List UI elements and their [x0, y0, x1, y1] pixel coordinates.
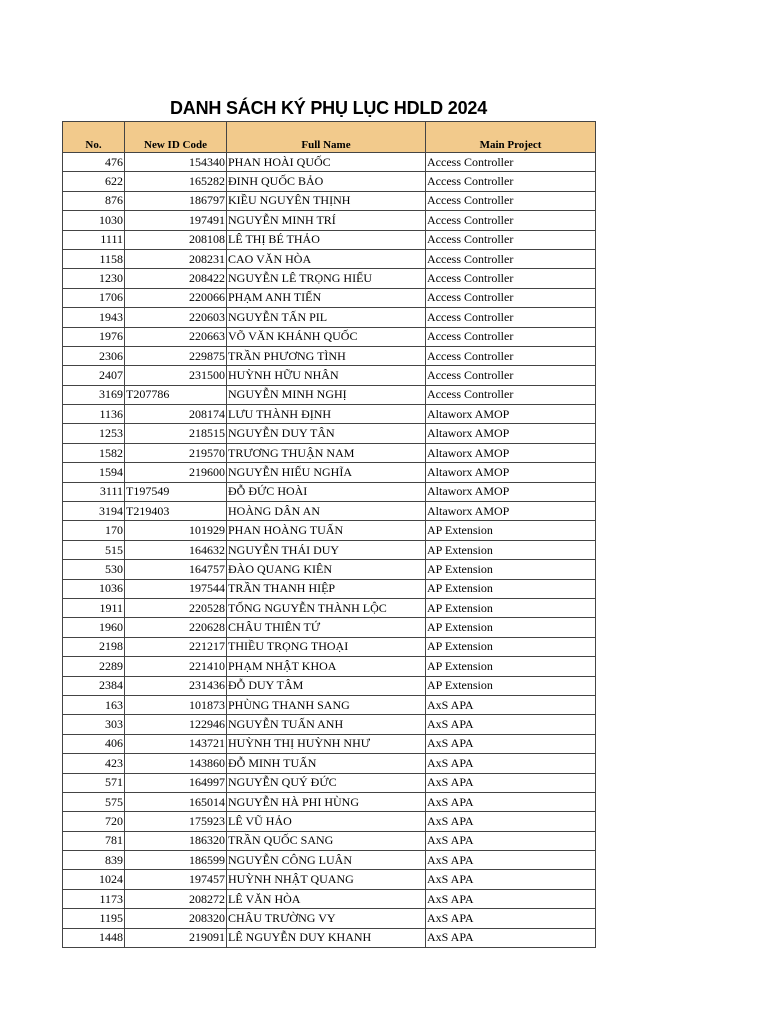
cell-new-id-code[interactable]: 208422: [125, 269, 227, 288]
cell-full-name[interactable]: TRƯƠNG THUẬN NAM: [227, 443, 426, 462]
cell-new-id-code[interactable]: T219403: [125, 502, 227, 521]
table-row: [63, 327, 596, 346]
cell-no[interactable]: 2384: [63, 676, 125, 695]
cell-no[interactable]: 2198: [63, 637, 125, 656]
cell-main-project[interactable]: AxS APA: [426, 909, 596, 928]
cell-full-name[interactable]: NGUYỄN THÁI DUY: [227, 540, 426, 559]
cell-new-id-code[interactable]: 101929: [125, 521, 227, 540]
cell-main-project[interactable]: AxS APA: [426, 734, 596, 753]
table-row: [63, 482, 596, 501]
cell-main-project[interactable]: AxS APA: [426, 754, 596, 773]
cell-full-name[interactable]: TRẦN THANH HIỆP: [227, 579, 426, 598]
table-row: [63, 695, 596, 714]
cell-full-name[interactable]: NGUYỄN HÀ PHI HÙNG: [227, 792, 426, 811]
cell-full-name[interactable]: ĐỖ ĐỨC HOÀI: [227, 482, 426, 501]
cell-main-project[interactable]: AxS APA: [426, 715, 596, 734]
cell-full-name[interactable]: PHAN HOÀI QUỐC: [227, 153, 426, 172]
cell-full-name[interactable]: ĐỖ MINH TUẤN: [227, 754, 426, 773]
cell-main-project[interactable]: Altaworx AMOP: [426, 502, 596, 521]
cell-new-id-code[interactable]: 231436: [125, 676, 227, 695]
table-row: [63, 249, 596, 268]
cell-main-project[interactable]: AxS APA: [426, 870, 596, 889]
cell-no[interactable]: 1173: [63, 889, 125, 908]
cell-no[interactable]: 839: [63, 851, 125, 870]
cell-main-project[interactable]: AP Extension: [426, 521, 596, 540]
cell-new-id-code[interactable]: 221410: [125, 657, 227, 676]
table-body: [63, 153, 596, 948]
cell-no[interactable]: 1960: [63, 618, 125, 637]
cell-full-name[interactable]: NGUYỄN TẤN PIL: [227, 308, 426, 327]
column-header-new-id-code[interactable]: New ID Code: [125, 122, 227, 153]
table-row: [63, 366, 596, 385]
table-row: [63, 657, 596, 676]
cell-main-project[interactable]: Access Controller: [426, 288, 596, 307]
cell-main-project[interactable]: AP Extension: [426, 560, 596, 579]
cell-main-project[interactable]: Access Controller: [426, 346, 596, 365]
cell-main-project[interactable]: Access Controller: [426, 249, 596, 268]
cell-new-id-code[interactable]: 208272: [125, 889, 227, 908]
cell-main-project[interactable]: AxS APA: [426, 831, 596, 850]
cell-new-id-code[interactable]: 220528: [125, 598, 227, 617]
cell-full-name[interactable]: PHẠM ANH TIẾN: [227, 288, 426, 307]
cell-no[interactable]: 1036: [63, 579, 125, 598]
table-row: [63, 637, 596, 656]
table-row: [63, 928, 596, 947]
employee-table: [62, 121, 596, 948]
cell-main-project[interactable]: AxS APA: [426, 851, 596, 870]
cell-main-project[interactable]: AP Extension: [426, 598, 596, 617]
table-row: [63, 812, 596, 831]
cell-main-project[interactable]: Altaworx AMOP: [426, 443, 596, 462]
cell-main-project[interactable]: AP Extension: [426, 676, 596, 695]
cell-new-id-code[interactable]: 208108: [125, 230, 227, 249]
cell-full-name[interactable]: HOÀNG DÂN AN: [227, 502, 426, 521]
cell-full-name[interactable]: LÊ VĂN HÒA: [227, 889, 426, 908]
cell-no[interactable]: 303: [63, 715, 125, 734]
cell-full-name[interactable]: NGUYỄN LÊ TRỌNG HIẾU: [227, 269, 426, 288]
cell-no[interactable]: 3111: [63, 482, 125, 501]
cell-no[interactable]: 163: [63, 695, 125, 714]
table-row: [63, 443, 596, 462]
cell-full-name[interactable]: LƯU THÀNH ĐỊNH: [227, 405, 426, 424]
cell-full-name[interactable]: CHÂU TRƯỜNG VY: [227, 909, 426, 928]
table-row: [63, 598, 596, 617]
cell-new-id-code[interactable]: 229875: [125, 346, 227, 365]
cell-full-name[interactable]: TRẦN QUỐC SANG: [227, 831, 426, 850]
cell-no[interactable]: 423: [63, 754, 125, 773]
cell-main-project[interactable]: Access Controller: [426, 308, 596, 327]
table-row: [63, 909, 596, 928]
column-header-full-name[interactable]: Full Name: [227, 122, 426, 153]
cell-main-project[interactable]: Access Controller: [426, 172, 596, 191]
cell-new-id-code[interactable]: 186320: [125, 831, 227, 850]
cell-new-id-code[interactable]: 143860: [125, 754, 227, 773]
cell-no[interactable]: 1594: [63, 463, 125, 482]
cell-new-id-code[interactable]: 219570: [125, 443, 227, 462]
cell-new-id-code[interactable]: 154340: [125, 153, 227, 172]
cell-full-name[interactable]: ĐỖ DUY TÂM: [227, 676, 426, 695]
cell-new-id-code[interactable]: 208231: [125, 249, 227, 268]
cell-full-name[interactable]: VÕ VĂN KHÁNH QUỐC: [227, 327, 426, 346]
cell-no[interactable]: 1706: [63, 288, 125, 307]
cell-new-id-code[interactable]: 220066: [125, 288, 227, 307]
cell-new-id-code[interactable]: 165282: [125, 172, 227, 191]
column-header-main-project[interactable]: Main Project: [426, 122, 596, 153]
table-row: [63, 560, 596, 579]
cell-no[interactable]: 1158: [63, 249, 125, 268]
table-row: [63, 851, 596, 870]
cell-full-name[interactable]: HUỲNH NHẬT QUANG: [227, 870, 426, 889]
cell-full-name[interactable]: NGUYỄN QUÝ ĐỨC: [227, 773, 426, 792]
cell-full-name[interactable]: NGUYỄN HIẾU NGHĨA: [227, 463, 426, 482]
cell-no[interactable]: 170: [63, 521, 125, 540]
cell-no[interactable]: 1195: [63, 909, 125, 928]
cell-no[interactable]: 1230: [63, 269, 125, 288]
cell-new-id-code[interactable]: 220663: [125, 327, 227, 346]
cell-full-name[interactable]: NGUYỄN MINH NGHỊ: [227, 385, 426, 404]
table-row: [63, 288, 596, 307]
cell-new-id-code[interactable]: 221217: [125, 637, 227, 656]
cell-new-id-code[interactable]: 175923: [125, 812, 227, 831]
table-row: [63, 792, 596, 811]
cell-main-project[interactable]: Altaworx AMOP: [426, 405, 596, 424]
cell-main-project[interactable]: Altaworx AMOP: [426, 463, 596, 482]
cell-no[interactable]: 1448: [63, 928, 125, 947]
cell-main-project[interactable]: Access Controller: [426, 269, 596, 288]
table-row: [63, 773, 596, 792]
table-row: [63, 540, 596, 559]
cell-new-id-code[interactable]: 231500: [125, 366, 227, 385]
cell-main-project[interactable]: Access Controller: [426, 385, 596, 404]
cell-full-name[interactable]: ĐÀO QUANG KIÊN: [227, 560, 426, 579]
cell-new-id-code[interactable]: 197457: [125, 870, 227, 889]
table-row: [63, 172, 596, 191]
table-row: [63, 308, 596, 327]
table-row: [63, 346, 596, 365]
table-row: [63, 521, 596, 540]
cell-main-project[interactable]: AxS APA: [426, 812, 596, 831]
cell-no[interactable]: 2306: [63, 346, 125, 365]
cell-new-id-code[interactable]: 208320: [125, 909, 227, 928]
cell-full-name[interactable]: PHÙNG THANH SANG: [227, 695, 426, 714]
table-row: [63, 405, 596, 424]
cell-new-id-code[interactable]: 186599: [125, 851, 227, 870]
table-row: [63, 385, 596, 404]
cell-main-project[interactable]: Access Controller: [426, 211, 596, 230]
table-row: [63, 889, 596, 908]
cell-no[interactable]: 476: [63, 153, 125, 172]
cell-no[interactable]: 3169: [63, 385, 125, 404]
table-row: [63, 463, 596, 482]
table-row: [63, 754, 596, 773]
cell-main-project[interactable]: AxS APA: [426, 773, 596, 792]
cell-new-id-code[interactable]: 220603: [125, 308, 227, 327]
table-row: [63, 870, 596, 889]
table-row: [63, 230, 596, 249]
cell-full-name[interactable]: TỐNG NGUYỄN THÀNH LỘC: [227, 598, 426, 617]
cell-no[interactable]: 1253: [63, 424, 125, 443]
cell-no[interactable]: 622: [63, 172, 125, 191]
cell-main-project[interactable]: Access Controller: [426, 191, 596, 210]
cell-full-name[interactable]: ĐINH QUỐC BẢO: [227, 172, 426, 191]
cell-full-name[interactable]: NGUYỄN MINH TRÍ: [227, 211, 426, 230]
cell-new-id-code[interactable]: 122946: [125, 715, 227, 734]
cell-new-id-code[interactable]: 101873: [125, 695, 227, 714]
cell-no[interactable]: 1911: [63, 598, 125, 617]
cell-new-id-code[interactable]: 186797: [125, 191, 227, 210]
cell-new-id-code[interactable]: 208174: [125, 405, 227, 424]
cell-main-project[interactable]: AxS APA: [426, 889, 596, 908]
table-row: [63, 424, 596, 443]
cell-no[interactable]: 1943: [63, 308, 125, 327]
cell-new-id-code[interactable]: 218515: [125, 424, 227, 443]
cell-new-id-code[interactable]: 219091: [125, 928, 227, 947]
cell-main-project[interactable]: Access Controller: [426, 366, 596, 385]
table-row: [63, 734, 596, 753]
table-row: [63, 211, 596, 230]
cell-new-id-code[interactable]: 219600: [125, 463, 227, 482]
cell-no[interactable]: 571: [63, 773, 125, 792]
cell-full-name[interactable]: CHÂU THIÊN TỨ: [227, 618, 426, 637]
cell-main-project[interactable]: AP Extension: [426, 540, 596, 559]
cell-full-name[interactable]: CAO VĂN HÒA: [227, 249, 426, 268]
cell-main-project[interactable]: AxS APA: [426, 928, 596, 947]
cell-no[interactable]: 2289: [63, 657, 125, 676]
cell-full-name[interactable]: HUỲNH THỊ HUỲNH NHƯ: [227, 734, 426, 753]
table-row: [63, 269, 596, 288]
table-row: [63, 715, 596, 734]
cell-full-name[interactable]: NGUYỄN TUẤN ANH: [227, 715, 426, 734]
table-row: [63, 676, 596, 695]
cell-no[interactable]: 530: [63, 560, 125, 579]
cell-full-name[interactable]: NGUYỄN CÔNG LUÂN: [227, 851, 426, 870]
cell-main-project[interactable]: Altaworx AMOP: [426, 482, 596, 501]
cell-main-project[interactable]: AP Extension: [426, 637, 596, 656]
cell-new-id-code[interactable]: 164997: [125, 773, 227, 792]
cell-new-id-code[interactable]: T197549: [125, 482, 227, 501]
cell-full-name[interactable]: THIỀU TRỌNG THOẠI: [227, 637, 426, 656]
cell-main-project[interactable]: Altaworx AMOP: [426, 424, 596, 443]
cell-main-project[interactable]: AxS APA: [426, 695, 596, 714]
cell-no[interactable]: 2407: [63, 366, 125, 385]
cell-main-project[interactable]: Access Controller: [426, 327, 596, 346]
cell-new-id-code[interactable]: 197544: [125, 579, 227, 598]
cell-full-name[interactable]: LÊ THỊ BÉ THẢO: [227, 230, 426, 249]
table-header-row: [63, 122, 596, 153]
cell-full-name[interactable]: NGUYỄN DUY TÂN: [227, 424, 426, 443]
cell-full-name[interactable]: PHẠM NHẬT KHOA: [227, 657, 426, 676]
cell-no[interactable]: 1976: [63, 327, 125, 346]
cell-main-project[interactable]: AP Extension: [426, 579, 596, 598]
cell-no[interactable]: 1024: [63, 870, 125, 889]
cell-no[interactable]: 1111: [63, 230, 125, 249]
column-header-no[interactable]: No.: [63, 122, 125, 153]
cell-full-name[interactable]: LÊ NGUYỄN DUY KHANH: [227, 928, 426, 947]
page-title: DANH SÁCH KÝ PHỤ LỤC HDLD 2024: [169, 98, 488, 118]
cell-new-id-code[interactable]: T207786: [125, 385, 227, 404]
cell-no[interactable]: 720: [63, 812, 125, 831]
table-row: [63, 191, 596, 210]
cell-no[interactable]: 1136: [63, 405, 125, 424]
cell-new-id-code[interactable]: 197491: [125, 211, 227, 230]
cell-new-id-code[interactable]: 164757: [125, 560, 227, 579]
cell-full-name[interactable]: LÊ VŨ HẢO: [227, 812, 426, 831]
table-row: [63, 153, 596, 172]
cell-no[interactable]: 406: [63, 734, 125, 753]
cell-main-project[interactable]: AP Extension: [426, 657, 596, 676]
cell-new-id-code[interactable]: 165014: [125, 792, 227, 811]
cell-full-name[interactable]: PHAN HOÀNG TUẤN: [227, 521, 426, 540]
table-row: [63, 502, 596, 521]
cell-new-id-code[interactable]: 143721: [125, 734, 227, 753]
cell-no[interactable]: 3194: [63, 502, 125, 521]
cell-main-project[interactable]: Access Controller: [426, 153, 596, 172]
cell-main-project[interactable]: AP Extension: [426, 618, 596, 637]
cell-new-id-code[interactable]: 164632: [125, 540, 227, 559]
cell-full-name[interactable]: TRẦN PHƯƠNG TÌNH: [227, 346, 426, 365]
table-row: [63, 618, 596, 637]
cell-no[interactable]: 876: [63, 191, 125, 210]
cell-no[interactable]: 1582: [63, 443, 125, 462]
cell-no[interactable]: 575: [63, 792, 125, 811]
cell-main-project[interactable]: AxS APA: [426, 792, 596, 811]
cell-no[interactable]: 515: [63, 540, 125, 559]
cell-no[interactable]: 1030: [63, 211, 125, 230]
cell-main-project[interactable]: Access Controller: [426, 230, 596, 249]
cell-full-name[interactable]: KIỀU NGUYÊN THỊNH: [227, 191, 426, 210]
table-row: [63, 831, 596, 850]
table-row: [63, 579, 596, 598]
cell-new-id-code[interactable]: 220628: [125, 618, 227, 637]
cell-no[interactable]: 781: [63, 831, 125, 850]
cell-full-name[interactable]: HUỲNH HỮU NHÂN: [227, 366, 426, 385]
